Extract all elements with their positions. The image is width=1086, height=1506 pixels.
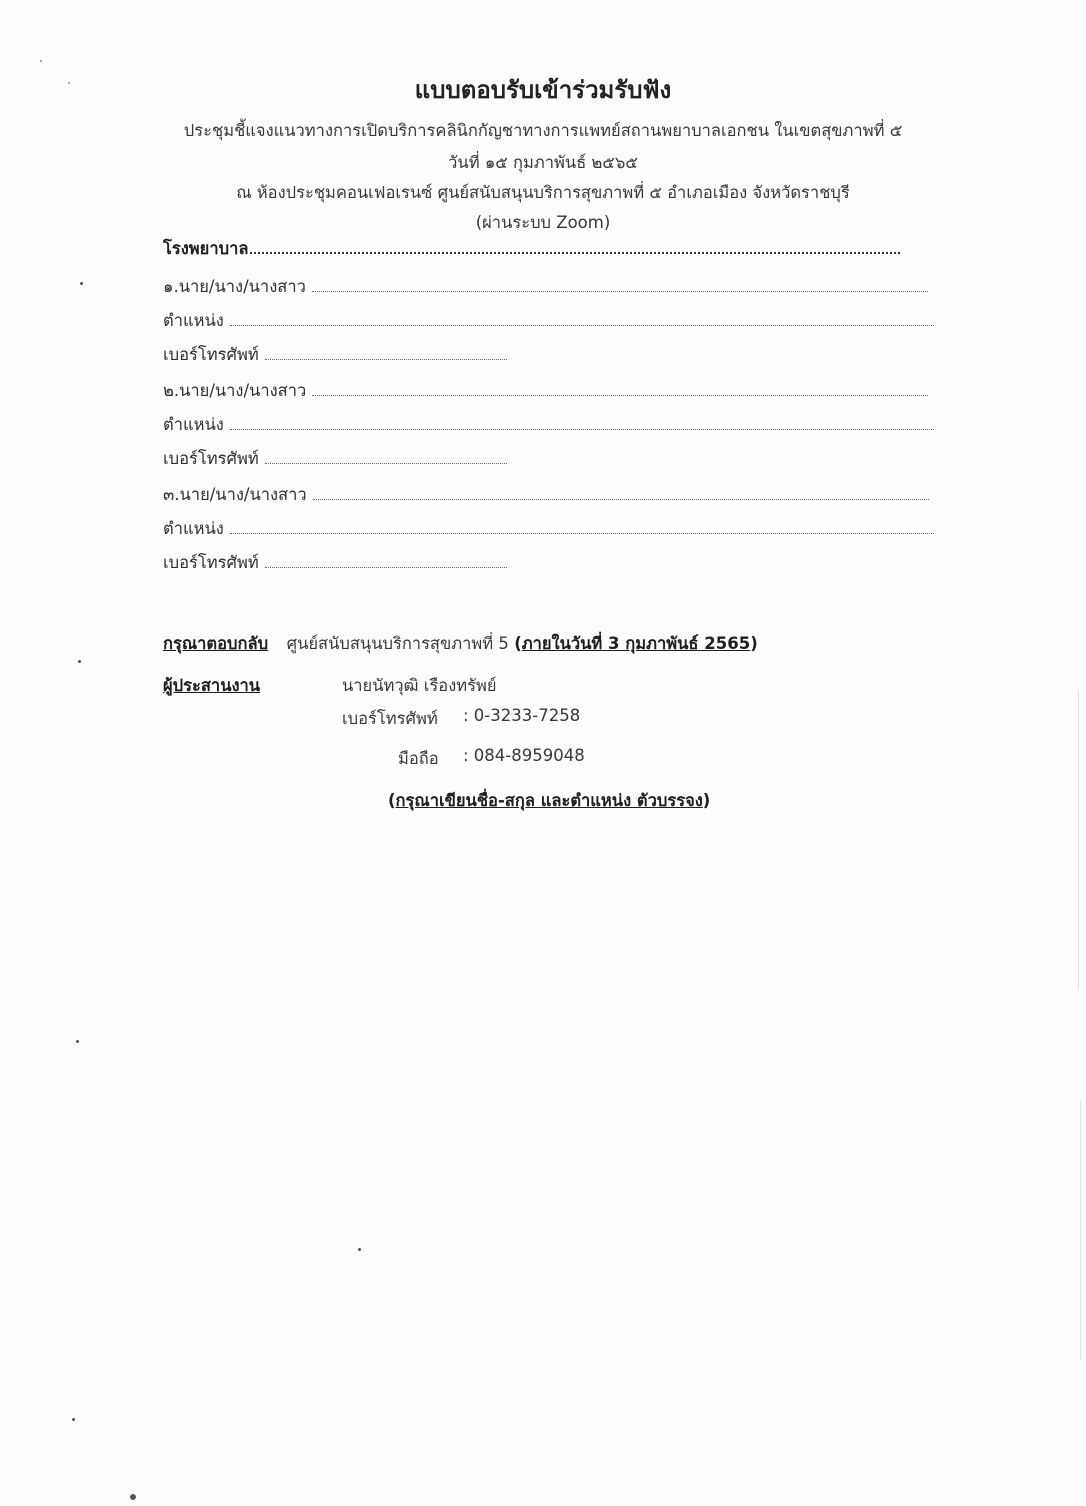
- attendee-1-name-blank[interactable]: [312, 277, 928, 292]
- scan-speck: [358, 1248, 361, 1251]
- document-title: แบบตอบรับเข้าร่วมรับฟัง: [414, 76, 672, 104]
- attendee-1-position-label: ตำแหน่ง: [163, 311, 224, 330]
- reply-deadline-open: (: [514, 634, 522, 653]
- attendee-2-position-field[interactable]: [163, 412, 934, 438]
- footer-note: [388, 788, 710, 814]
- footer-note-close: ): [702, 791, 711, 810]
- scan-speck: [40, 60, 42, 62]
- attendee-1-name-label: ๑.นาย/นาง/นางสาว: [163, 277, 306, 296]
- coordinator-name: นายนัทวุฒิ เรืองทรัพย์: [342, 676, 497, 695]
- coordinator-phone-label: เบอร์โทรศัพท์: [342, 709, 438, 728]
- attendee-2-position-blank[interactable]: [230, 415, 934, 430]
- hospital-blank[interactable]: [250, 238, 900, 254]
- scan-speck: [68, 82, 70, 84]
- attendee-3-phone-label: เบอร์โทรศัพท์: [163, 553, 259, 572]
- reply-deadline: ภายในวันที่ 3 กุมภาพันธ์ 2565: [521, 634, 751, 653]
- attendee-1-phone-label: เบอร์โทรศัพท์: [163, 345, 259, 364]
- subtitle-line-2: วันที่ ๑๕ กุมภาพันธ์ ๒๕๖๕: [448, 153, 638, 172]
- scan-edge-line: [1080, 1100, 1081, 1360]
- scan-speck: [130, 1494, 136, 1500]
- subtitle-line-4: (ผ่านระบบ Zoom): [475, 213, 611, 232]
- scan-speck: [72, 1418, 75, 1421]
- attendee-3-name-blank[interactable]: [313, 485, 929, 500]
- attendee-3-phone-blank[interactable]: [265, 553, 507, 568]
- attendee-3-name-label: ๓.นาย/นาง/นางสาว: [163, 485, 307, 504]
- footer-note-open: (: [388, 791, 396, 810]
- attendee-3-position-label: ตำแหน่ง: [163, 519, 224, 538]
- coordinator-mobile-label: มือถือ: [398, 749, 439, 768]
- coordinator-label: ผู้ประสานงาน: [163, 676, 261, 695]
- coordinator-phone[interactable]: : 0-3233-7258: [463, 706, 581, 725]
- attendee-3-name-field[interactable]: [163, 482, 929, 508]
- attendee-1-phone-field[interactable]: [163, 342, 507, 368]
- attendee-1-name-field[interactable]: [163, 274, 928, 300]
- subtitle-line-1: ประชุมชี้แจงแนวทางการเปิดบริการคลินิกกัญชาทางการแพทย์สถานพยาบาลเอกชน ในเขตสุขภาพที่ ๕: [183, 121, 903, 140]
- attendee-3-phone-field[interactable]: [163, 550, 507, 576]
- coordinator-mobile[interactable]: : 084-8959048: [463, 746, 585, 765]
- attendee-2-name-label: ๒.นาย/นาง/นางสาว: [163, 381, 307, 400]
- scan-speck: [76, 1040, 79, 1043]
- reply-label: กรุณาตอบกลับ: [163, 634, 269, 653]
- attendee-3-position-field[interactable]: [163, 516, 934, 542]
- attendee-1-position-field[interactable]: [163, 308, 934, 334]
- scan-speck: [80, 282, 83, 285]
- attendee-2-position-label: ตำแหน่ง: [163, 415, 224, 434]
- attendee-1-phone-blank[interactable]: [265, 345, 507, 360]
- attendee-2-name-blank[interactable]: [312, 381, 928, 396]
- attendee-1-position-blank[interactable]: [230, 311, 934, 326]
- scan-edge-line: [1078, 690, 1079, 990]
- reply-to: ศูนย์สนับสนุนบริการสุขภาพที่ 5: [286, 634, 509, 653]
- footer-note-text: กรุณาเขียนชื่อ-สกุล และตำแหน่ง ตัวบรรจง: [395, 791, 703, 810]
- scan-speck: [78, 660, 81, 663]
- attendee-2-phone-field[interactable]: [163, 446, 507, 472]
- hospital-label: โรงพยาบาล: [163, 239, 249, 258]
- attendee-3-position-blank[interactable]: [230, 519, 934, 534]
- hospital-field[interactable]: [163, 236, 900, 262]
- reply-line: [163, 631, 758, 657]
- attendee-2-phone-label: เบอร์โทรศัพท์: [163, 449, 259, 468]
- reply-deadline-close: ): [750, 634, 758, 653]
- subtitle-line-3: ณ ห้องประชุมคอนเฟอเรนซ์ ศูนย์สนับสนุนบริการสุขภาพที่ ๕ อำเภอเมือง จังหวัดราชบุรี: [236, 183, 850, 202]
- attendee-2-phone-blank[interactable]: [265, 449, 507, 464]
- attendee-2-name-field[interactable]: [163, 378, 928, 404]
